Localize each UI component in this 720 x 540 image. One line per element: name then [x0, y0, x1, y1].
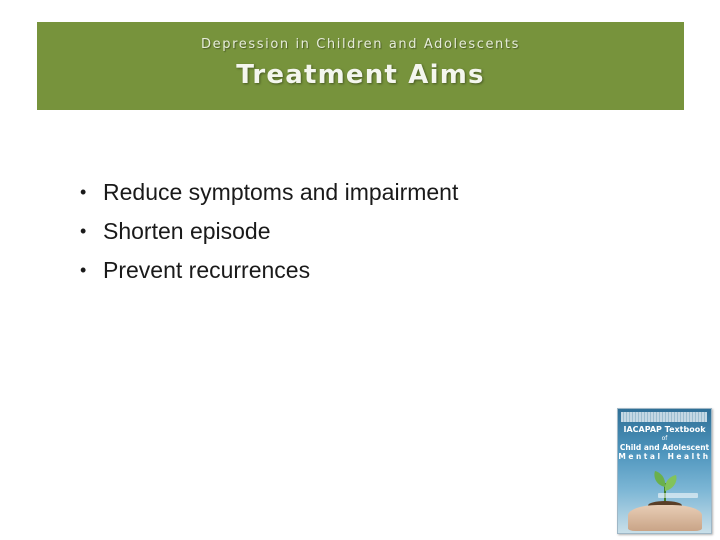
bullet-item: [80, 173, 458, 212]
bullet-item: [80, 212, 458, 251]
book-cover-text-strip: [621, 412, 707, 422]
bullet-text: Reduce symptoms and impairment: [103, 179, 459, 205]
book-title-line: IACAPAP Textbook: [623, 425, 706, 434]
bullet-item: [80, 251, 458, 290]
bullet-text: Shorten episode: [103, 218, 271, 244]
bullet-icon: •: [80, 182, 87, 202]
book-title-line: Child and Adolescent: [619, 443, 710, 452]
book-title-line: Mental Health: [618, 452, 711, 461]
book-cover-image: [617, 408, 712, 534]
slide-subtitle: Depression in Children and Adolescents: [201, 37, 520, 52]
hands-shape: [628, 505, 702, 531]
book-cover-title: [618, 425, 711, 461]
bullet-text: Prevent recurrences: [103, 257, 311, 283]
book-title-line: of: [661, 435, 668, 442]
title-banner: [37, 22, 684, 110]
slide-title: Treatment Aims: [236, 60, 485, 90]
bullet-list: [80, 173, 458, 290]
bullet-icon: •: [80, 260, 87, 280]
bullet-icon: •: [80, 221, 87, 241]
book-cover-label: [658, 493, 698, 498]
